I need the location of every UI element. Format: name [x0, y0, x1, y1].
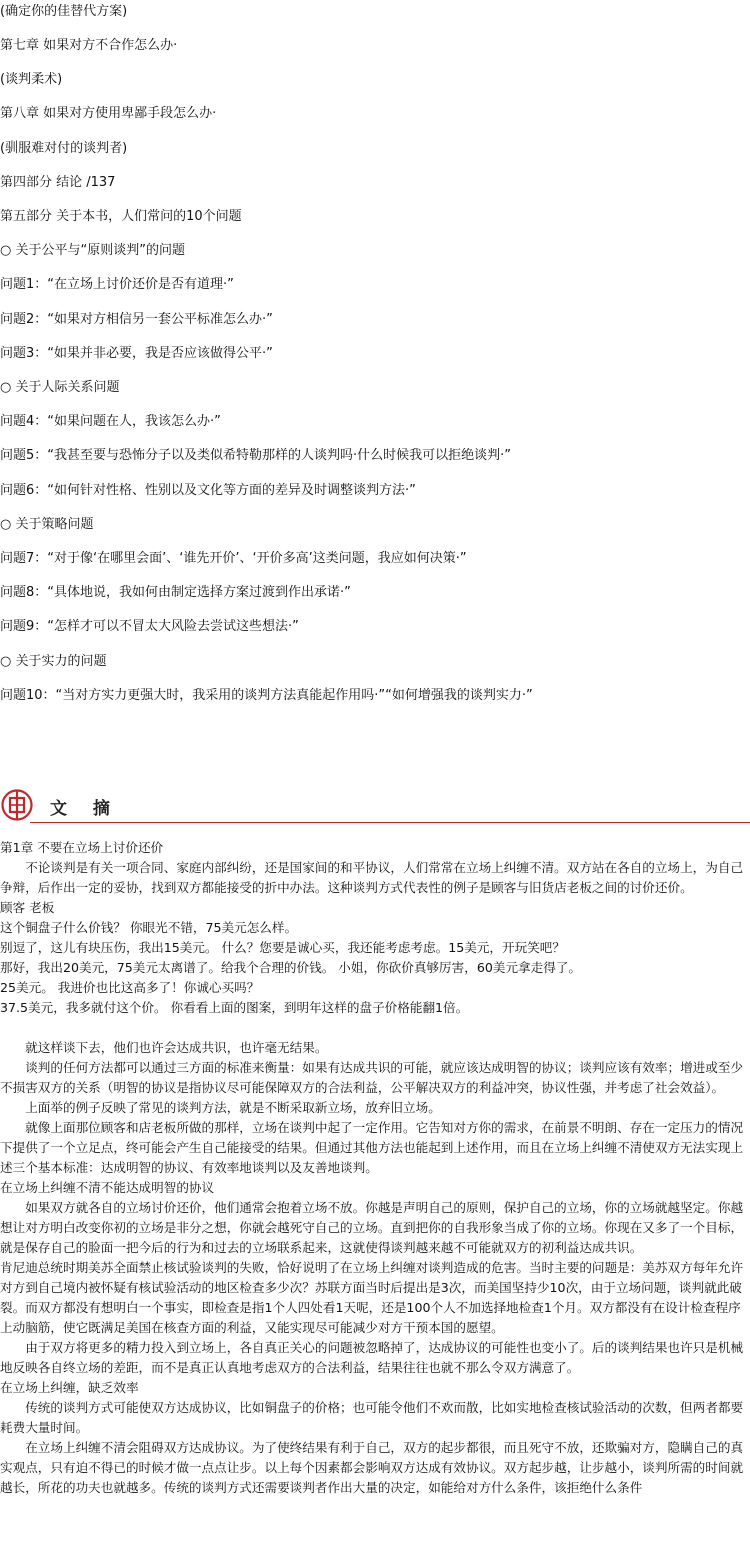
toc-line: 问题10：“当对方实力更强大时，我采用的谈判方法真能起作用吗·”“如何增强我的谈判实力·”: [0, 688, 533, 703]
toc-line: 问题4：“如果问题在人，我该怎么办·”: [0, 414, 221, 429]
paragraph: 不论谈判是有关一项合同、家庭内部纠纷，还是国家间的和平协议，人们常常在立场上纠缠不清。双方站在各自的立场上，为自己争辩，后作出一定的妥协，找到双方都能接受的折中办法。这种谈判方式代表性的例子是顾客与旧货店老板之间的讨价还价。: [0, 860, 744, 895]
toc-line: ○ 关于实力的问题: [0, 654, 107, 669]
paragraph: 如果双方就各自的立场讨价还价，他们通常会抱着立场不放。你越是声明自己的原则，保护自己的立场，你的立场就越坚定。你越想让对方明白改变你初的立场是非分之想，你就会越死守自己的立场。直到把你的自我形象当成了你的立场。你现在又多了一个目标，就是保存自己的脸面一把今后的行为和过去的立场联系起来，这就使得谈判越来越不可能就双方的初利益达成共识。: [0, 1200, 744, 1255]
paragraph: 肯尼迪总统时期美苏全面禁止核试验谈判的失败，恰好说明了在立场上纠缠对谈判造成的危害。当时主要的问题是：美苏双方每年允许对方到自己境内被怀疑有核试验活动的地区检查多少次？苏联方面当时后提出是3次，而美国坚持少10次，由于立场问题，谈判就此破裂。而双方都没有想明白一个事实，即检查是指1个人四处看1天呢，还是100个人不加选择地检查1个月。双方都没有在设计检查程序上动脑筋，使它既满足美国在核查方面的利益，又能实现尽可能减少对方干预本国的愿望。: [0, 1260, 744, 1335]
section-divider: [30, 822, 750, 823]
paragraph: 就这样谈下去，他们也许会达成共识，也许毫无结果。: [25, 1040, 328, 1055]
toc-line: 问题5：“我甚至要与恐怖分子以及类似希特勒那样的人谈判吗·什么时候我可以拒绝谈判·”: [0, 448, 512, 463]
toc-line: 问题1：“在立场上讨价还价是否有道理·”: [0, 277, 234, 292]
toc-line: (驯服难对付的谈判者): [0, 141, 128, 156]
citic-logo-icon: [1, 789, 33, 821]
dialog-line: 37.5美元，我多就付这个价。 你看看上面的图案，到明年这样的盘子价格能翻1倍。: [0, 1000, 469, 1015]
subheading: 在立场上纠缠，缺乏效率: [0, 1380, 139, 1395]
paragraph: 传统的谈判方式可能使双方达成协议，比如铜盘子的价格；也可能令他们不欢而散，比如实地检查核试验活动的次数，但两者都要耗费大量时间。: [0, 1400, 744, 1435]
paragraph: 上面举的例子反映了常见的谈判方法，就是不断采取新立场，放弃旧立场。: [25, 1100, 441, 1115]
dialog-line: 这个铜盘子什么价钱？ 你眼光不错，75美元怎么样。: [0, 920, 298, 935]
dialog-line: 别逗了，这儿有块压伤，我出15美元。 什么？您要是诚心买，我还能考虑考虑。15美元，开玩笑吧？: [0, 940, 565, 955]
paragraph: 谈判的任何方法都可以通过三方面的标准来衡量：如果有达成共识的可能，就应该达成明智的协议；谈判应该有效率；增进或至少不损害双方的关系（明智的协议是指协议尽可能保障双方的合法利益，公平解决双方的利益冲突，协议性强，并考虑了社会效益）。: [0, 1060, 744, 1095]
excerpt-body: [0, 838, 748, 1498]
toc-line: (确定你的佳替代方案): [0, 4, 128, 19]
paragraph: 在立场上纠缠不清会阻碍双方达成协议。为了使终结果有利于自己，双方的起步都很，而且死守不放，还欺骗对方，隐瞒自己的真实观点，只有迫不得已的时候才做一点点让步。以上每个因素都会影响双方达成有效协议。双方起步越，让步越小，谈判所需的时间就越长，所花的功夫也就越多。传统的谈判方式还需要谈判者作出大量的决定，如能给对方什么条件，该拒绝什么条件: [0, 1440, 744, 1495]
toc-line: 问题2：“如果对方相信另一套公平标准怎么办·”: [0, 312, 273, 327]
toc-line: ○ 关于公平与“原则谈判”的问题: [0, 243, 185, 258]
toc-line: 问题9：“怎样才可以不冒太大风险去尝试这些想法·”: [0, 619, 299, 634]
toc-line: 问题8：“具体地说，我如何由制定选择方案过渡到作出承诺·”: [0, 585, 351, 600]
section-header: [0, 788, 750, 824]
dialog-line: 25美元。 我进价也比这高多了！你诚心买吗？: [0, 980, 260, 995]
paragraph: 就像上面那位顾客和店老板所做的那样，立场在谈判中起了一定作用。它告知对方你的需求，在前景不明朗、存在一定压力的情况下提供了一个立足点，终可能会产生自己能接受的结果。但通过其他方法也能起到上述作用，而且在立场上纠缠不清使双方无法实现上述三个基本标准：达成明智的协议、有效率地谈判以及友善地谈判。: [0, 1120, 744, 1175]
section-title: 文 摘: [50, 799, 120, 819]
toc-line: 第五部分 关于本书，人们常问的10个问题: [0, 209, 242, 224]
toc-line: 问题6：“如何针对性格、性别以及文化等方面的差异及时调整谈判方法·”: [0, 483, 416, 498]
toc-line: 第四部分 结论 /137: [0, 175, 116, 190]
dialog-header: 顾客 老板: [0, 900, 55, 915]
spacer: [0, 1018, 748, 1038]
toc-line: (谈判柔术): [0, 72, 63, 87]
toc-line: 问题3：“如果并非必要，我是否应该做得公平·”: [0, 346, 273, 361]
toc-line: 第八章 如果对方使用卑鄙手段怎么办·: [0, 106, 217, 121]
toc-line: 第七章 如果对方不合作怎么办·: [0, 38, 178, 53]
toc-line: ○ 关于人际关系问题: [0, 380, 120, 395]
toc-line: 问题7：“对于像‘在哪里会面’、‘谁先开价’、‘开价多高’这类问题，我应如何决策·”: [0, 551, 467, 566]
subheading: 在立场上纠缠不清不能达成明智的协议: [0, 1180, 215, 1195]
chapter-heading: 第1章 不要在立场上讨价还价: [0, 840, 164, 855]
toc-line: ○ 关于策略问题: [0, 517, 94, 532]
paragraph: 由于双方将更多的精力投入到立场上，各自真正关心的问题被忽略掉了，达成协议的可能性也变小了。后的谈判结果也许只是机械地反映各自终立场的差距，而不是真正认真地考虑双方的合法利益，结果往往也就不那么令双方满意了。: [0, 1340, 744, 1375]
dialog-line: 那好，我出20美元，75美元太离谱了。给我个合理的价钱。 小姐，你砍价真够厉害，60美元拿走得了。: [0, 960, 582, 975]
